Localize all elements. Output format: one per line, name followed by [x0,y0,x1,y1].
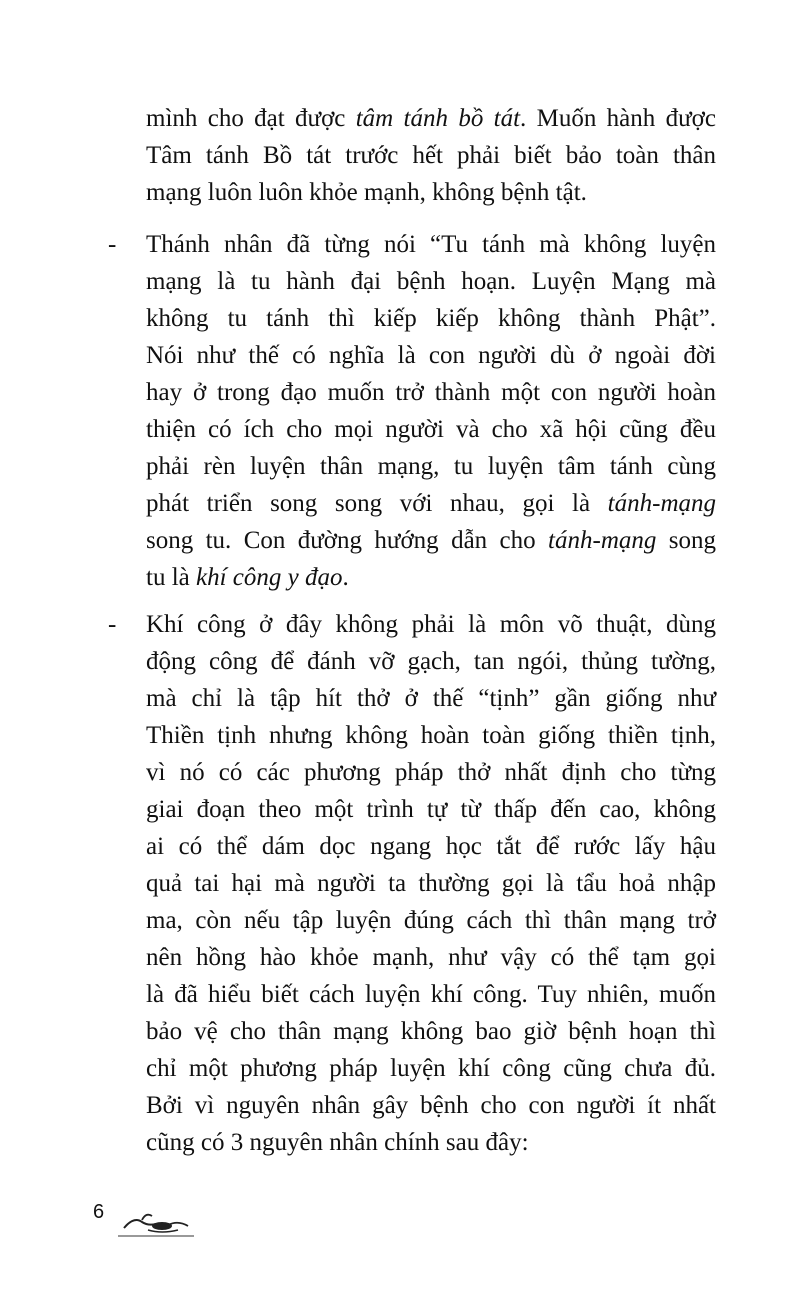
text-line: mạng là tu hành đại bệnh hoạn. Luyện Mạng mà [146,268,716,295]
italic-term: tâm tánh bồ tát [355,105,521,132]
page-number: 6 [93,1201,105,1223]
italic-term: khí công y đạo [196,564,343,591]
paragraph-1 [146,100,716,211]
list-dash: - [108,231,117,258]
text-line: Thiền tịnh nhưng không hoàn toàn giống thiền tịnh, [146,722,716,749]
text-line [146,559,716,596]
text-line [146,100,716,137]
italic-term: tánh-mạng [548,527,657,554]
text-line: giai đoạn theo một trình tự từ thấp đến cao, không [146,796,716,823]
text-line: ma, còn nếu tập luyện đúng cách thì thân mạng trở [146,907,716,934]
text-line: là đã hiểu biết cách luyện khí công. Tuy nhiên, muốn [146,981,716,1008]
italic-term: tánh-mạng [607,490,716,517]
text-line: không tu tánh thì kiếp kiếp không thành Phật”. [146,305,716,332]
text-line: động công để đánh vỡ gạch, tan ngói, thủng tường, [146,648,716,675]
text-line: mà chỉ là tập hít thở ở thế “tịnh” gần giống như [146,685,716,712]
text-line [146,522,716,559]
text-line: mạng luôn luôn khỏe mạnh, không bệnh tật. [146,179,587,206]
text-line: Nói như thế có nghĩa là con người dù ở ngoài đời [146,342,716,369]
text-line: ai có thể dám dọc ngang học tắt để rước lấy hậu [146,833,716,860]
list-dash: - [108,611,117,638]
text-run: tu là [146,564,196,591]
text-line: Khí công ở đây không phải là môn võ thuật, dùng [146,611,716,638]
text-run: mình cho đạt được [146,105,356,132]
text-line: bảo vệ cho thân mạng không bao giờ bệnh hoạn thì [146,1018,716,1045]
text-line: Thánh nhân đã từng nói “Tu tánh mà không luyện [146,231,716,258]
text-run: song [656,527,716,554]
text-line: thiện có ích cho mọi người và cho xã hội cũng đều [146,416,716,443]
text-line: Tâm tánh Bồ tát trước hết phải biết bảo toàn thân [146,142,716,169]
text-line: quả tai hại mà người ta thường gọi là tẩu hoả nhập [146,870,716,897]
text-line: Bởi vì nguyên nhân gây bệnh cho con người ít nhất [146,1092,716,1119]
text-line: hay ở trong đạo muốn trở thành một con người hoàn [146,379,716,406]
text-line: phải rèn luyện thân mạng, tu luyện tâm tánh cùng [146,453,716,480]
text-run: song tu. Con đường hướng dẫn cho [146,527,549,554]
text-line: chỉ một phương pháp luyện khí công cũng chưa đủ. [146,1055,716,1082]
text-run: phát triển song song với nhau, gọi là [146,490,608,517]
text-line: vì nó có các phương pháp thở nhất định cho từng [146,759,716,786]
text-run: . [342,564,349,591]
text-run: . Muốn hành được [520,105,716,132]
figure-ornament-icon [118,1200,198,1240]
text-line: nên hồng hào khỏe mạnh, như vậy có thể tạm gọi [146,944,716,971]
text-line: cũng có 3 nguyên nhân chính sau đây: [146,1129,529,1156]
text-line [146,485,716,522]
paragraph-2 [146,226,716,596]
paragraph-3 [146,606,716,1161]
